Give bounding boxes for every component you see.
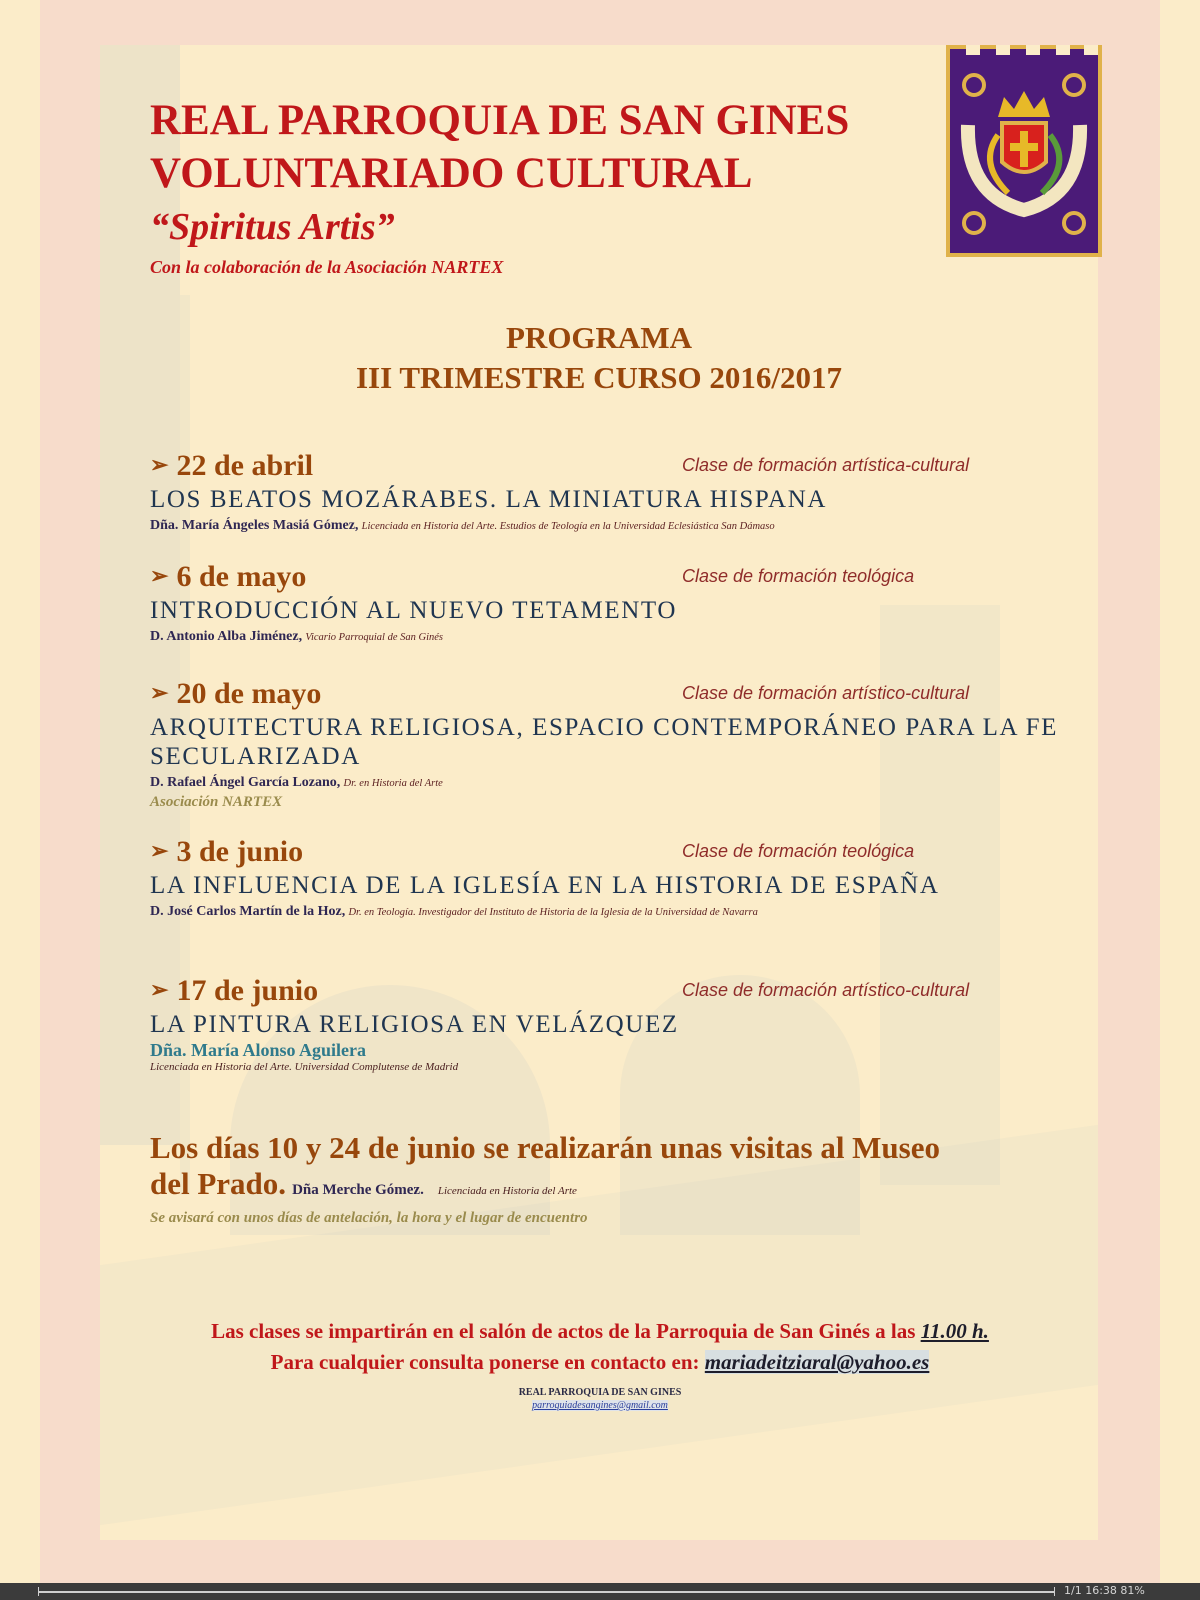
subtitle-spiritus-artis: “Spiritus Artis” [150, 206, 395, 248]
parish-banner-icon [946, 45, 1102, 257]
program-term: III TRIMESTRE CURSO 2016/2017 [355, 360, 843, 395]
event-item [150, 835, 1070, 922]
contact-text: Para cualquier consulta ponerse en contacto en: [270, 1350, 700, 1374]
event-date: ➢ 22 de abril [150, 449, 314, 482]
speaker-name: D. José Carlos Martín de la Hoz, [150, 904, 346, 919]
clock: 16:38 [1085, 1584, 1117, 1597]
speaker-role: Licenciada en Historia del Arte. Estudios de Teología en la Universidad Eclesiástica San Dámaso [361, 521, 775, 532]
arrow-bullet-icon: ➢ [150, 563, 169, 588]
event-item [150, 560, 1070, 647]
visits-text-line1: Los días 10 y 24 de junio se realizarán unas visitas al Museo [150, 1130, 941, 1165]
event-item [150, 677, 1070, 811]
speaker-name: Dña. María Alonso Aguilera [150, 1040, 367, 1060]
event-date: ➢ 17 de junio [150, 974, 319, 1007]
speaker-role: Dr. en Historia del Arte [343, 778, 443, 789]
event-class-type: Clase de formación artístico-cultural [682, 683, 970, 703]
event-class-type: Clase de formación teológica [682, 841, 915, 861]
event-item [150, 974, 1070, 1073]
speaker-name: D. Antonio Alba Jiménez, [150, 629, 303, 644]
event-speaker [150, 902, 1070, 922]
event-item [150, 449, 1070, 536]
speaker-role: Vicario Parroquial de San Ginés [305, 632, 443, 643]
title-volunteering: VOLUNTARIADO CULTURAL [150, 150, 753, 197]
contact-line [100, 1347, 1100, 1377]
zoom-level: 81% [1120, 1584, 1145, 1597]
event-association: Asociación NARTEX [150, 794, 283, 810]
arrow-bullet-icon: ➢ [150, 680, 169, 705]
speaker-name: Dña. María Ángeles Masiá Gómez, [150, 518, 359, 533]
visits-guide-role: Licenciada en Historia del Arte [437, 1185, 577, 1197]
event-date: ➢ 3 de junio [150, 835, 304, 868]
credit-org: REAL PARROQUIA DE SAN GINES [518, 1387, 682, 1398]
collaboration-note: Con la colaboración de la Asociación NARTEX [150, 257, 504, 277]
visits-guide: Dña Merche Gómez. [292, 1182, 424, 1198]
page-indicator: 1/1 [1064, 1584, 1082, 1597]
speaker-role: Licenciada en Historia del Arte. Universidad Complutense de Madrid [150, 1061, 459, 1073]
classes-location-text: Las clases se impartirán en el salón de actos de la Parroquia de San Ginés a las [211, 1319, 916, 1343]
arrow-bullet-icon: ➢ [150, 977, 169, 1002]
scrollbar-end-tick [1054, 1587, 1055, 1596]
museum-visits [150, 1130, 1050, 1209]
event-title: ARQUITECTURA RELIGIOSA, ESPACIO CONTEMPORÁNEO PARA LA FE SECULARIZADA [150, 714, 1058, 770]
visits-text-line2-wrap [150, 1166, 1050, 1209]
arrow-bullet-icon: ➢ [150, 838, 169, 863]
viewer-status-bar [0, 1583, 1200, 1600]
event-speaker [150, 627, 1070, 647]
arrow-bullet-icon: ➢ [150, 452, 169, 477]
visits-note: Se avisará con unos días de antelación, la hora y el lugar de encuentro [150, 1210, 588, 1226]
page-scrollbar[interactable] [38, 1591, 1054, 1593]
event-date: ➢ 6 de mayo [150, 560, 307, 593]
status-info [1064, 1584, 1145, 1597]
credit-block [100, 1386, 1100, 1412]
event-title: LA PINTURA RELIGIOSA EN VELÁZQUEZ [150, 1011, 679, 1038]
speaker-role: Dr. en Teología. Investigador del Instituto de Historia de la Iglesia de la Universidad de Navarra [348, 907, 758, 918]
title-parish: REAL PARROQUIA DE SAN GINES [150, 97, 850, 144]
event-title: LA INFLUENCIA DE LA IGLESÍA EN LA HISTORIA DE ESPAÑA [150, 872, 940, 899]
scrollbar-start-tick [38, 1587, 39, 1596]
event-class-type: Clase de formación artístico-cultural [682, 980, 970, 1000]
event-date: ➢ 20 de mayo [150, 677, 322, 710]
classes-location [100, 1316, 1100, 1346]
program-heading: PROGRAMA [506, 320, 692, 355]
event-speaker [150, 516, 1070, 536]
visits-text-line2: del Prado. [150, 1166, 287, 1201]
event-class-type: Clase de formación teológica [682, 566, 915, 586]
credit-email-link[interactable]: parroquiadesangines@gmail.com [532, 1400, 668, 1411]
speaker-name: D. Rafael Ángel García Lozano, [150, 775, 341, 790]
contact-email-link[interactable]: mariadeitziaral@yahoo.es [704, 1350, 930, 1374]
event-title: LOS BEATOS MOZÁRABES. LA MINIATURA HISPANA [150, 486, 828, 513]
event-speaker [150, 773, 1070, 793]
classes-time: 11.00 h. [920, 1319, 989, 1343]
event-title: INTRODUCCIÓN AL NUEVO TETAMENTO [150, 597, 677, 624]
event-class-type: Clase de formación artística-cultural [682, 455, 970, 475]
